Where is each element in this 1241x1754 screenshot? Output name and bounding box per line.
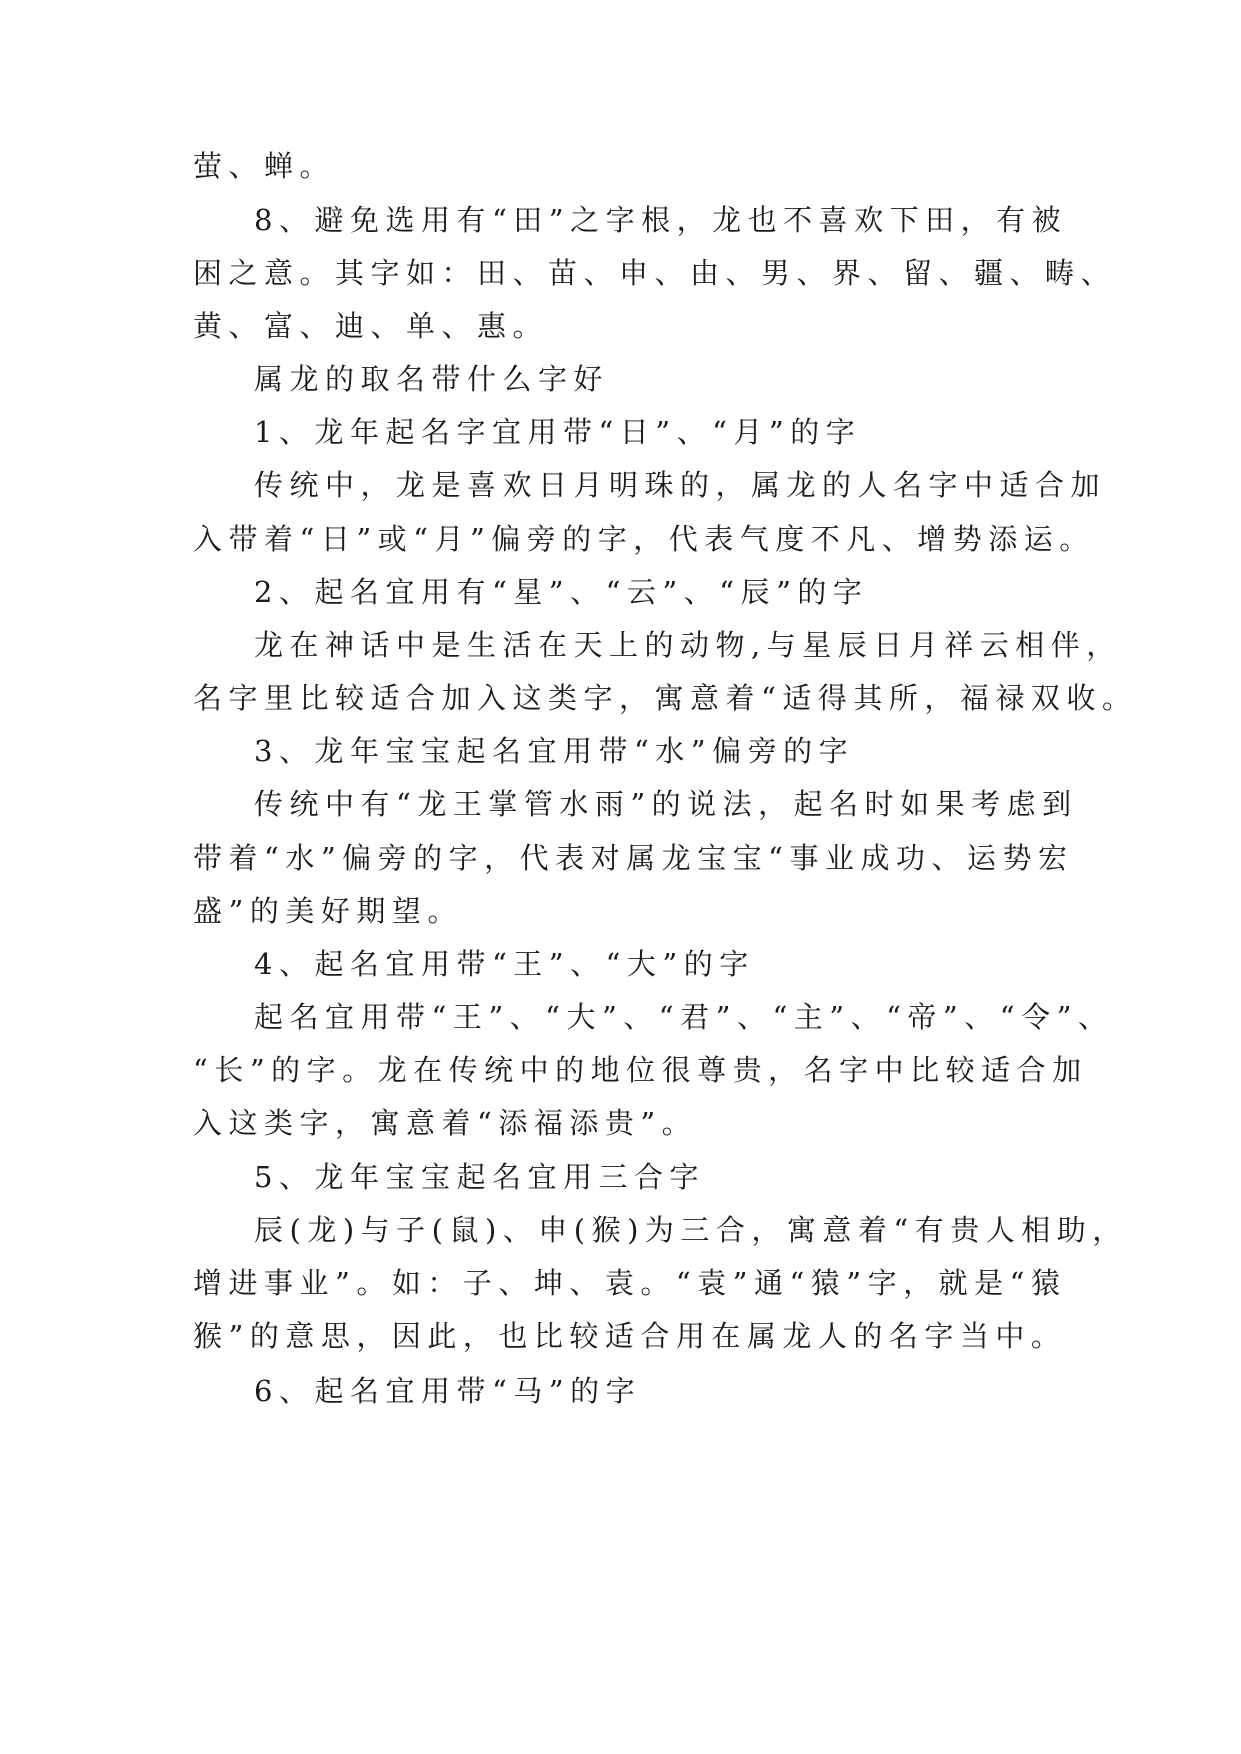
list-item-heading: 6、起名宜用带“马”的字 [254, 1374, 642, 1408]
list-item-heading: 3、龙年宝宝起名宜用带“水”偏旁的字 [254, 734, 855, 768]
text-line: 萤、蝉。 [193, 149, 336, 183]
text-line: 入这类字，寓意着“添福添贵”。 [193, 1106, 698, 1140]
section-heading: 属龙的取名带什么字好 [254, 362, 610, 396]
text-line: 传统中有“龙王掌管水雨”的说法，起名时如果考虑到 [254, 787, 1078, 821]
text-line: 猴”的意思，因此，也比较适合用在属龙人的名字当中。 [193, 1319, 1067, 1353]
text-line: 增进事业”。如：子、坤、袁。“袁”通“猿”字，就是“猿 [193, 1266, 1067, 1300]
list-item-heading: 2、起名宜用有“星”、“云”、“辰”的字 [254, 575, 869, 609]
text-line: 传统中，龙是喜欢日月明珠的，属龙的人名字中适合加 [254, 468, 1107, 502]
list-item-heading: 5、龙年宝宝起名宜用三合字 [254, 1160, 705, 1194]
text-line: 名字里比较适合加入这类字，寓意着“适得其所，福禄双收。 [193, 681, 1138, 715]
text-line: 8、避免选用有“田”之字根，龙也不喜欢下田，有被 [254, 203, 1068, 237]
text-line: 困之意。其字如：田、苗、申、由、男、界、留、疆、畴、 [193, 256, 1117, 290]
text-line: “长”的字。龙在传统中的地位很尊贵，名字中比较适合加 [193, 1053, 1088, 1087]
text-line: 辰(龙)与子(鼠)、申(猴)为三合，寓意着“有贵人相助， [254, 1213, 1128, 1247]
text-line: 盛”的美好期望。 [193, 894, 463, 928]
text-line: 黄、富、迪、单、惠。 [193, 309, 549, 343]
list-item-heading: 4、起名宜用带“王”、“大”的字 [254, 947, 755, 981]
text-line: 龙在神话中是生活在天上的动物,与星辰日月祥云相伴， [254, 628, 1122, 662]
list-item-heading: 1、龙年起名字宜用带“日”、“月”的字 [254, 415, 862, 449]
text-line: 起名宜用带“王”、“大”、“君”、“主”、“帝”、“令”、 [254, 1000, 1114, 1034]
text-line: 带着“水”偏旁的字，代表对属龙宝宝“事业成功、运势宏 [193, 841, 1074, 875]
text-line: 入带着“日”或“月”偏旁的字，代表气度不凡、增势添运。 [193, 522, 1095, 556]
